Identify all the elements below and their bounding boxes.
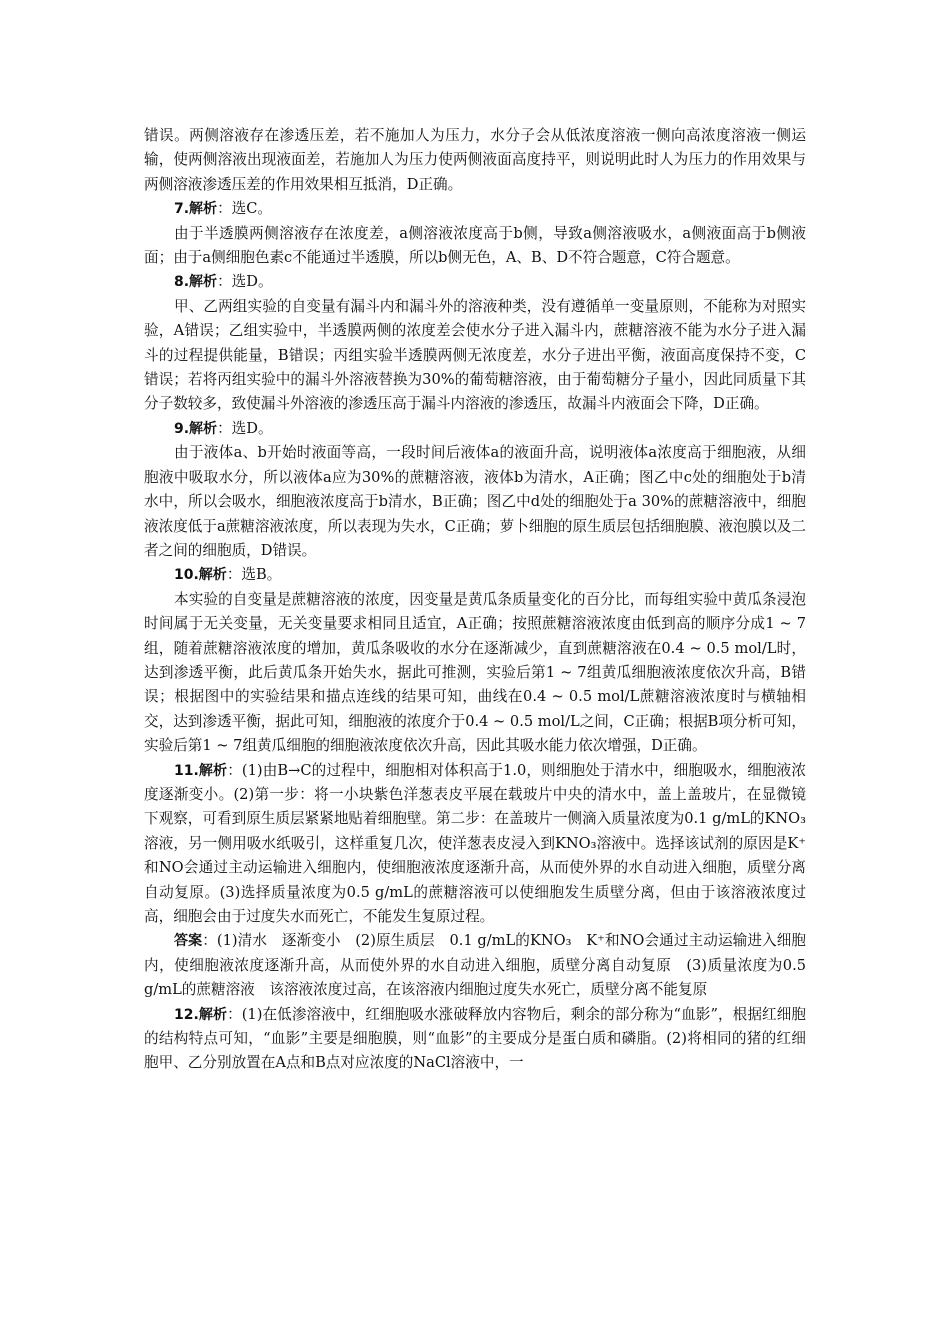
document-body xyxy=(144,124,806,1076)
paragraph-5 xyxy=(144,417,806,441)
paragraph-10 xyxy=(144,929,806,1002)
paragraph-label: 答案 xyxy=(174,933,203,950)
paragraph-text: 甲、乙两组实验的自变量有漏斗内和漏斗外的溶液种类，没有遵循单一变量原则，不能称为对照实验，A错误；乙组实验中，半透膜两侧的浓度差会使水分子进入漏斗内，蔗糖溶液不能为水分子进入漏斗的过程提供能量，B错误；丙组实验半透膜两侧无浓度差，水分子进出平衡，液面高度保持不变，C错误；若将丙组实验中的漏斗外溶液替换为30%的葡萄糖溶液，由于葡萄糖分子量小，因此同质量下其分子数较多，致使漏斗外溶液的渗透压高于漏斗内溶液的渗透压，故漏斗内液面会下降，D正确。 xyxy=(144,297,806,413)
paragraph-6 xyxy=(144,441,806,563)
paragraph-2 xyxy=(144,222,806,271)
paragraph-4 xyxy=(144,295,806,417)
paragraph-label: 9.解析 xyxy=(174,420,218,437)
paragraph-text: ：选D。 xyxy=(217,273,273,291)
paragraph-9 xyxy=(144,759,806,930)
paragraph-text: 由于半透膜两侧溶液存在浓度差，a侧溶液浓度高于b侧，导致a侧溶液吸水，a侧液面高于b侧液面；由于a侧细胞色素c不能通过半透膜，所以b侧无色，A、B、D不符合题意，C符合题意。 xyxy=(144,224,806,267)
paragraph-11 xyxy=(144,1003,806,1076)
paragraph-0 xyxy=(144,124,806,197)
paragraph-label: 7.解析 xyxy=(174,201,218,218)
paragraph-text: 本实验的自变量是蔗糖溶液的浓度，因变量是黄瓜条质量变化的百分比，而每组实验中黄瓜条浸泡时间属于无关变量，无关变量要求相同且适宜，A正确；按照蔗糖溶液浓度由低到高的顺序分成1 ~ 7组，随着蔗糖溶液浓度的增加，黄瓜条吸收的水分在逐渐减少，直到蔗糖溶液在0.4 ~ 0.5 mol/L时，达到渗透平衡，此后黄瓜条开始失水，据此可推测，实验后第1 ~ 7组黄瓜细胞液浓度依次升高，B错误；根据图中的实验结果和描点连线的结果可知，曲线在0.4 ~ 0.5 mol/L蔗糖溶液浓度时与横轴相交，达到渗透平衡，据此可知，细胞液的浓度介于0.4 ~ 0.5 mol/L之间，C正确；根据B项分析可知，实验后第1 ~ 7组黄瓜细胞的细胞液浓度依次升高，因此其吸水能力依次增强，D正确。 xyxy=(144,590,806,755)
paragraph-text: ：选C。 xyxy=(217,200,273,218)
paragraph-3 xyxy=(144,270,806,294)
paragraph-label: 12.解析 xyxy=(174,1006,228,1023)
paragraph-text: ：(1)在低渗溶液中，红细胞吸水涨破释放内容物后，剩余的部分称为“血影”，根据红细胞的结构特点可知，“血影”主要是细胞膜，则“血影”的主要成分是蛋白质和磷脂。(2)将相同的猪的红细胞甲、乙分别放置在A点和B点对应浓度的NaCl溶液中，一 xyxy=(144,1005,806,1072)
paragraph-label: 10.解析 xyxy=(174,567,227,584)
paragraph-label: 8.解析 xyxy=(174,274,218,291)
paragraph-text: ：选D。 xyxy=(217,419,273,437)
paragraph-1 xyxy=(144,197,806,221)
paragraph-text: 由于液体a、b开始时液面等高，一段时间后液体a的液面升高，说明液体a浓度高于细胞液，从细胞液中吸取水分，所以液体a应为30%的蔗糖溶液，液体b为清水，A正确；图乙中c处的细胞处于b清水中，所以会吸水，细胞液浓度高于b清水，B正确；图乙中d处的细胞处于a 30%的蔗糖溶液中，细胞液浓度低于a蔗糖溶液浓度，所以表现为失水，C正确；萝卜细胞的原生质层包括细胞膜、液泡膜以及二者之间的细胞质，D错误。 xyxy=(144,444,806,559)
paragraph-7 xyxy=(144,563,806,587)
paragraph-8 xyxy=(144,588,806,759)
paragraph-text: ：选B。 xyxy=(226,566,282,584)
paragraph-label: 11.解析 xyxy=(174,762,228,779)
paragraph-text: 错误。两侧溶液存在渗透压差，若不施加人为压力，水分子会从低浓度溶液一侧向高浓度溶液一侧运输，使两侧溶液出现液面差，若施加人为压力使两侧液面高度持平，则说明此时人为压力的作用效果与两侧溶液渗透压差的作用效果相互抵消，D正确。 xyxy=(144,127,806,193)
paragraph-text: ：(1)由B→C的过程中，细胞相对体积高于1.0，则细胞处于清水中，细胞吸水，细胞液浓度逐渐变小。(2)第一步：将一小块紫色洋葱表皮平展在载玻片中央的清水中，盖上盖玻片，在显微镜下观察，可看到原生质层紧紧地贴着细胞壁。第二步：在盖玻片一侧滴入质量浓度为0.1 g/mL的KNO₃溶液，另一侧用吸水纸吸引，这样重复几次，使洋葱表皮浸入到KNO₃溶液中。选择该试剂的原因是K⁺和NO会通过主动运输进入细胞内，使细胞液浓度逐渐升高，从而使外界的水自动进入细胞，质壁分离自动复原。(3)选择质量浓度为0.5 g/mL的蔗糖溶液可以使细胞发生质壁分离，但由于该溶液浓度过高，细胞会由于过度失水而死亡，不能发生复原过程。 xyxy=(144,761,806,925)
paragraph-text: ：(1)清水 逐渐变小 (2)原生质层 0.1 g/mL的KNO₃ K⁺和NO会通过主动运输进入细胞内，使细胞液浓度逐渐升高，从而使外界的水自动进入细胞，质壁分离自动复原 (3)质量浓度为0.5 g/mL的蔗糖溶液 该溶液浓度过高，在该溶液内细胞过度失水死亡，质壁分离不能复原 xyxy=(144,932,807,999)
